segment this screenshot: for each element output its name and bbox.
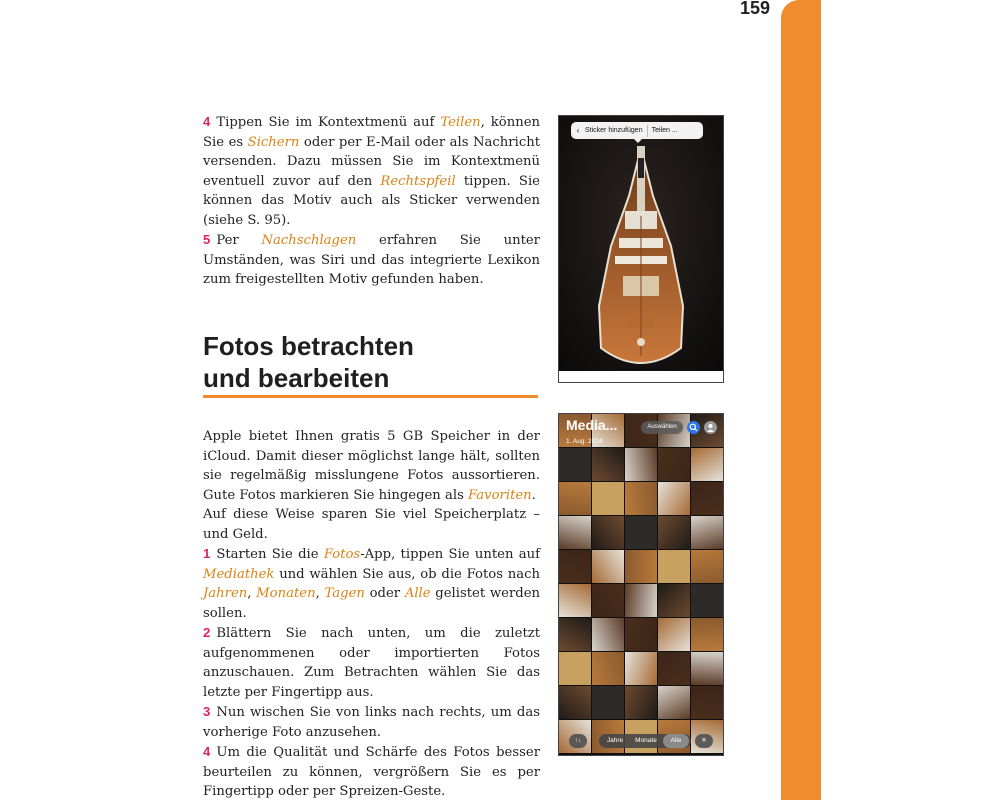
tab-years[interactable]: Jahre (606, 737, 624, 744)
library-date: 1. Aug. 2024 (566, 438, 603, 445)
menu-pointer (634, 139, 642, 143)
context-menu (571, 122, 703, 139)
text-run: , (247, 586, 257, 601)
highlight-sichern: Sichern (247, 134, 300, 150)
ship-model-image (559, 116, 723, 382)
chapter-side-tab (781, 0, 821, 800)
step-3-paragraph (203, 702, 540, 742)
tab-all[interactable]: Alle (663, 734, 689, 748)
photo-thumbnail[interactable] (658, 584, 690, 617)
photo-thumbnail[interactable] (559, 482, 591, 515)
text-run: -App, tippen Sie unten auf (360, 547, 540, 562)
menu-separator (647, 125, 648, 137)
step-number: 3 (203, 704, 211, 719)
photo-thumbnail[interactable] (559, 686, 591, 719)
photo-thumbnail[interactable] (691, 482, 723, 515)
ship-screenshot (558, 115, 724, 383)
step-4-paragraph (203, 112, 540, 230)
highlight-monaten: Monaten (256, 586, 316, 601)
photo-thumbnail[interactable] (691, 686, 723, 719)
photo-thumbnail[interactable] (691, 516, 723, 549)
step-number: 2 (203, 625, 211, 640)
search-icon-glyph (687, 421, 700, 434)
heading-line-1: Fotos betrachten (203, 331, 414, 361)
photo-thumbnail[interactable] (658, 516, 690, 549)
photo-thumbnail[interactable] (691, 652, 723, 685)
text-run: Nun wischen Sie von links nach rechts, um das vorherige Foto anzusehen. (203, 705, 540, 740)
photo-thumbnail[interactable] (625, 448, 657, 481)
photo-grid (559, 414, 723, 755)
text-run: und wählen Sie aus, ob die Fotos nach (274, 566, 540, 582)
highlight-nachschlagen: Nachschlagen (261, 233, 357, 248)
step-2-paragraph (203, 623, 540, 702)
photo-thumbnail[interactable] (559, 448, 591, 481)
photo-thumbnail[interactable] (625, 550, 657, 583)
heading-line-2: und bearbeiten (203, 363, 390, 393)
photo-thumbnail[interactable] (658, 686, 690, 719)
tab-months[interactable]: Monate (635, 737, 657, 744)
step-number: 4 (203, 744, 211, 759)
photo-thumbnail[interactable] (691, 448, 723, 481)
step-1-paragraph (203, 544, 540, 623)
person-icon (704, 421, 717, 434)
photo-thumbnail[interactable] (658, 448, 690, 481)
photo-thumbnail[interactable] (592, 482, 624, 515)
body-text-block (203, 427, 540, 802)
photo-thumbnail[interactable] (658, 550, 690, 583)
media-library-screenshot (558, 413, 724, 756)
photo-thumbnail[interactable] (592, 652, 624, 685)
share-item[interactable]: Teilen ... (651, 127, 678, 134)
photo-thumbnail[interactable] (625, 652, 657, 685)
photo-thumbnail[interactable] (559, 550, 591, 583)
photo-thumbnail[interactable] (691, 618, 723, 651)
photo-thumbnail[interactable] (691, 550, 723, 583)
step-number: 4 (203, 114, 211, 129)
back-chevron-icon[interactable]: ‹ (576, 126, 580, 135)
photo-thumbnail[interactable] (559, 516, 591, 549)
text-run: Blättern Sie nach unten, um die zuletzt aufgenommenen oder importierten Fotos anzuschauen. Zum Betrachten wählen Sie das letzte per Fingertipp aus. (203, 626, 540, 700)
text-run: oder per E-Mail oder als Nachricht versenden. Dazu müssen Sie im Kontextmenü eventuell zuvor auf den (203, 134, 541, 189)
photo-thumbnail[interactable] (625, 618, 657, 651)
photo-thumbnail[interactable] (625, 686, 657, 719)
photo-thumbnail[interactable] (559, 618, 591, 651)
text-run: Starten Sie die (216, 547, 324, 562)
highlight-favoriten: Favoriten (468, 487, 532, 503)
time-segment-control (599, 734, 691, 748)
photo-thumbnail[interactable] (658, 482, 690, 515)
close-icon[interactable]: ✕ (695, 734, 713, 748)
photo-thumbnail[interactable] (691, 584, 723, 617)
photo-thumbnail[interactable] (625, 482, 657, 515)
photo-thumbnail[interactable] (625, 584, 657, 617)
profile-icon[interactable] (704, 421, 717, 434)
text-run: . (531, 487, 536, 503)
text-run: tippen. Sie können das Motiv auch als Sticker verwenden (siehe S. 95). (203, 173, 540, 228)
photo-thumbnail[interactable] (559, 584, 591, 617)
text-run: erfahren Sie unter Umständen, was Siri und das integrierte Lexikon zum freigestellten Motiv gefunden haben. (203, 233, 540, 287)
photo-thumbnail[interactable] (658, 618, 690, 651)
step-number: 5 (203, 232, 211, 247)
highlight-fotos: Fotos (323, 547, 361, 562)
highlight-alle: Alle (404, 586, 431, 601)
text-run: Tippen Sie im Kontextmenü auf (216, 115, 441, 130)
top-text-block (203, 112, 540, 290)
photo-thumbnail[interactable] (592, 448, 624, 481)
photo-thumbnail[interactable] (559, 652, 591, 685)
step-5-paragraph (203, 230, 540, 290)
highlight-mediathek: Mediathek (203, 566, 275, 582)
highlight-teilen: Teilen (440, 115, 481, 130)
text-run: , können Sie es (203, 115, 540, 150)
heading-rule (203, 395, 538, 398)
highlight-rechtspfeil: Rechtspfeil (380, 173, 456, 189)
intro2-paragraph: Auf diese Weise sparen Sie viel Speicherplatz – und Geld. (203, 507, 540, 542)
text-run: Apple bietet Ihnen gratis 5 GB Speicher in der iCloud. Damit dieser möglichst lange hält, sollten sie regelmäßig misslungene Fotos aussortieren. Gute Fotos markieren Sie hingegen als (203, 429, 540, 503)
photo-thumbnail[interactable] (592, 516, 624, 549)
photo-thumbnail[interactable] (625, 516, 657, 549)
search-icon[interactable] (687, 421, 700, 434)
select-button[interactable]: Auswählen (641, 421, 683, 434)
photo-thumbnail[interactable] (592, 584, 624, 617)
photo-thumbnail[interactable] (592, 686, 624, 719)
photo-thumbnail[interactable] (592, 550, 624, 583)
section-heading (203, 330, 538, 394)
text-run: , (315, 586, 325, 601)
photo-thumbnail[interactable] (658, 652, 690, 685)
sort-icon[interactable]: ↑↓ (569, 734, 587, 748)
step-4b-paragraph (203, 742, 540, 802)
step-number: 1 (203, 546, 211, 561)
library-title: Media... (566, 417, 618, 433)
library-bottom-bar (559, 730, 723, 752)
text-run: gelistet werden sollen. (203, 586, 541, 621)
highlight-jahren: Jahren (203, 586, 248, 601)
page-number: 159 (739, 0, 770, 18)
text-run: oder (364, 586, 405, 601)
photo-thumbnail[interactable] (592, 618, 624, 651)
add-sticker-item[interactable]: Sticker hinzufügen (585, 127, 643, 134)
intro-paragraph (203, 427, 540, 505)
highlight-tagen: Tagen (324, 586, 365, 601)
text-run: Per (216, 233, 262, 248)
text-run: Um die Qualität und Schärfe des Fotos besser beurteilen zu können, vergrößern Sie es per Fingertipp oder per Spreizen-Geste. (203, 745, 540, 799)
